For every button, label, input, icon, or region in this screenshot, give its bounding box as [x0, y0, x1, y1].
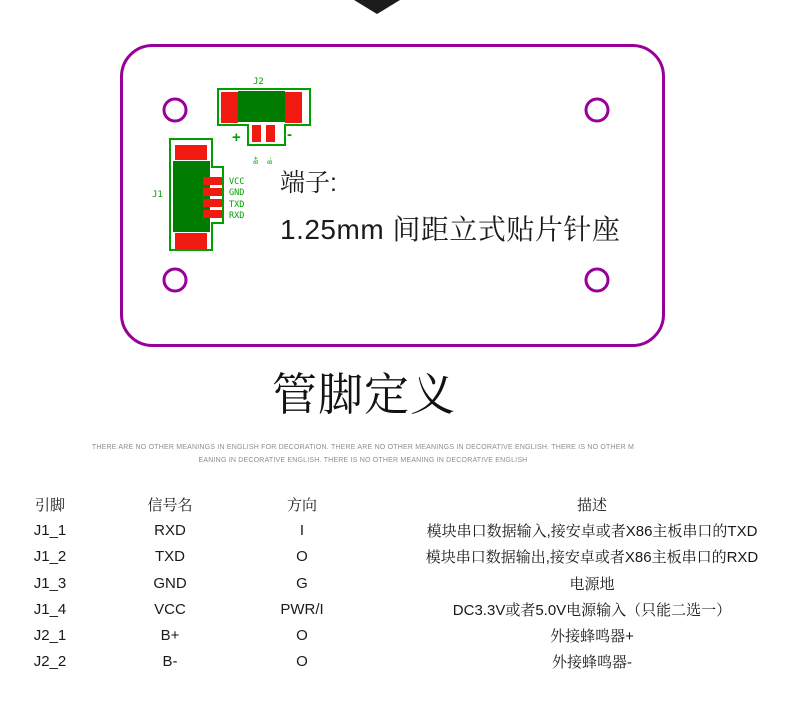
- cell-description: 电源地: [569, 575, 615, 593]
- table-row: [0, 544, 790, 570]
- j2-pin-pad-bplus: [252, 125, 261, 142]
- header-direction: 方向: [286, 496, 317, 514]
- table-row: [0, 570, 790, 596]
- j2-pad-right: [285, 92, 302, 123]
- cell-pin: J1_4: [33, 600, 67, 618]
- mounting-hole-bottom-right: [586, 269, 608, 291]
- cell-signal: B-: [162, 653, 178, 671]
- mounting-hole-bottom-left: [164, 269, 186, 291]
- j1-pin-label-vcc: VCC: [229, 177, 245, 187]
- j1-pin-label-txd: TXD: [229, 200, 245, 210]
- j2-body: [238, 91, 285, 122]
- terminal-title: 端子:: [280, 169, 337, 197]
- cell-direction: O: [296, 548, 308, 566]
- j1-pin-1: [203, 177, 222, 185]
- j1-pin-4: [203, 210, 222, 218]
- j2-bplus-label: B+: [252, 156, 260, 164]
- j1-pad-top: [175, 145, 207, 160]
- j1-pin-2: [203, 188, 222, 196]
- j2-plus-mark: +: [232, 129, 241, 146]
- page-title: 管脚定义: [271, 369, 456, 420]
- cell-signal: VCC: [154, 600, 186, 618]
- cell-description: DC3.3V或者5.0V电源输入（只能二选一）: [452, 601, 732, 619]
- j1-pin-3: [203, 199, 222, 207]
- j1-connector: [152, 139, 244, 250]
- j1-body: [173, 161, 210, 232]
- header-signal: 信号名: [147, 496, 193, 514]
- subtitle-line-2: EANING IN DECORATIVE ENGLISH. THERE IS NO OTHER MEANING IN DECORATIVE ENGLISH: [198, 457, 528, 464]
- header-description: 描述: [576, 496, 607, 514]
- cell-pin: J1_3: [33, 574, 67, 592]
- j1-refdes-label: J1: [152, 190, 163, 200]
- decorative-english-subtitle: [83, 441, 643, 467]
- cell-description: 外接蜂鸣器-: [552, 654, 632, 672]
- cell-direction: PWR/I: [280, 600, 324, 618]
- subtitle-line-1: THERE ARE NO OTHER MEANINGS IN ENGLISH FOR DECORATION. THERE ARE NO OTHER MEANINGS IN DECORATIVE ENGLISH. THERE IS NO OTHER M: [91, 444, 635, 451]
- cell-direction: O: [296, 627, 308, 645]
- j1-pin-label-gnd: GND: [229, 188, 245, 198]
- table-row: [0, 622, 790, 648]
- cell-direction: I: [299, 521, 305, 539]
- cell-pin: J2_2: [33, 653, 67, 671]
- j2-minus-mark: -: [287, 126, 292, 143]
- j1-pin-label-rxd: RXD: [229, 211, 245, 221]
- header-pin: 引脚: [34, 496, 65, 514]
- table-row: [0, 517, 790, 543]
- cell-direction: O: [296, 653, 308, 671]
- j2-bminus-label: B-: [266, 156, 274, 164]
- mounting-hole-top-left: [164, 99, 186, 121]
- cell-pin: J1_1: [33, 521, 67, 539]
- cell-description: 模块串口数据输出,接安卓或者X86主板串口的RXD: [425, 549, 759, 567]
- table-header-row: [0, 491, 790, 517]
- table-row: [0, 649, 790, 675]
- j1-pad-bottom: [175, 233, 207, 249]
- cell-signal: RXD: [154, 521, 186, 539]
- cell-pin: J1_2: [33, 548, 67, 566]
- j2-pin-pad-bminus: [266, 125, 275, 142]
- cell-direction: G: [296, 574, 308, 592]
- cell-signal: TXD: [155, 548, 185, 566]
- cell-description: 模块串口数据输入,接安卓或者X86主板串口的TXD: [426, 522, 758, 540]
- j2-connector: [218, 77, 310, 164]
- pin-definition-table: [0, 491, 790, 675]
- j2-refdes-label: J2: [253, 77, 264, 87]
- terminal-spec: 1.25mm 间距立式贴片针座: [280, 214, 621, 245]
- cell-signal: GND: [153, 574, 187, 592]
- table-row: [0, 596, 790, 622]
- mounting-hole-top-right: [586, 99, 608, 121]
- j2-pad-left: [221, 92, 238, 123]
- cell-description: 外接蜂鸣器+: [550, 628, 634, 646]
- cell-pin: J2_1: [33, 627, 67, 645]
- cell-signal: B+: [160, 627, 180, 645]
